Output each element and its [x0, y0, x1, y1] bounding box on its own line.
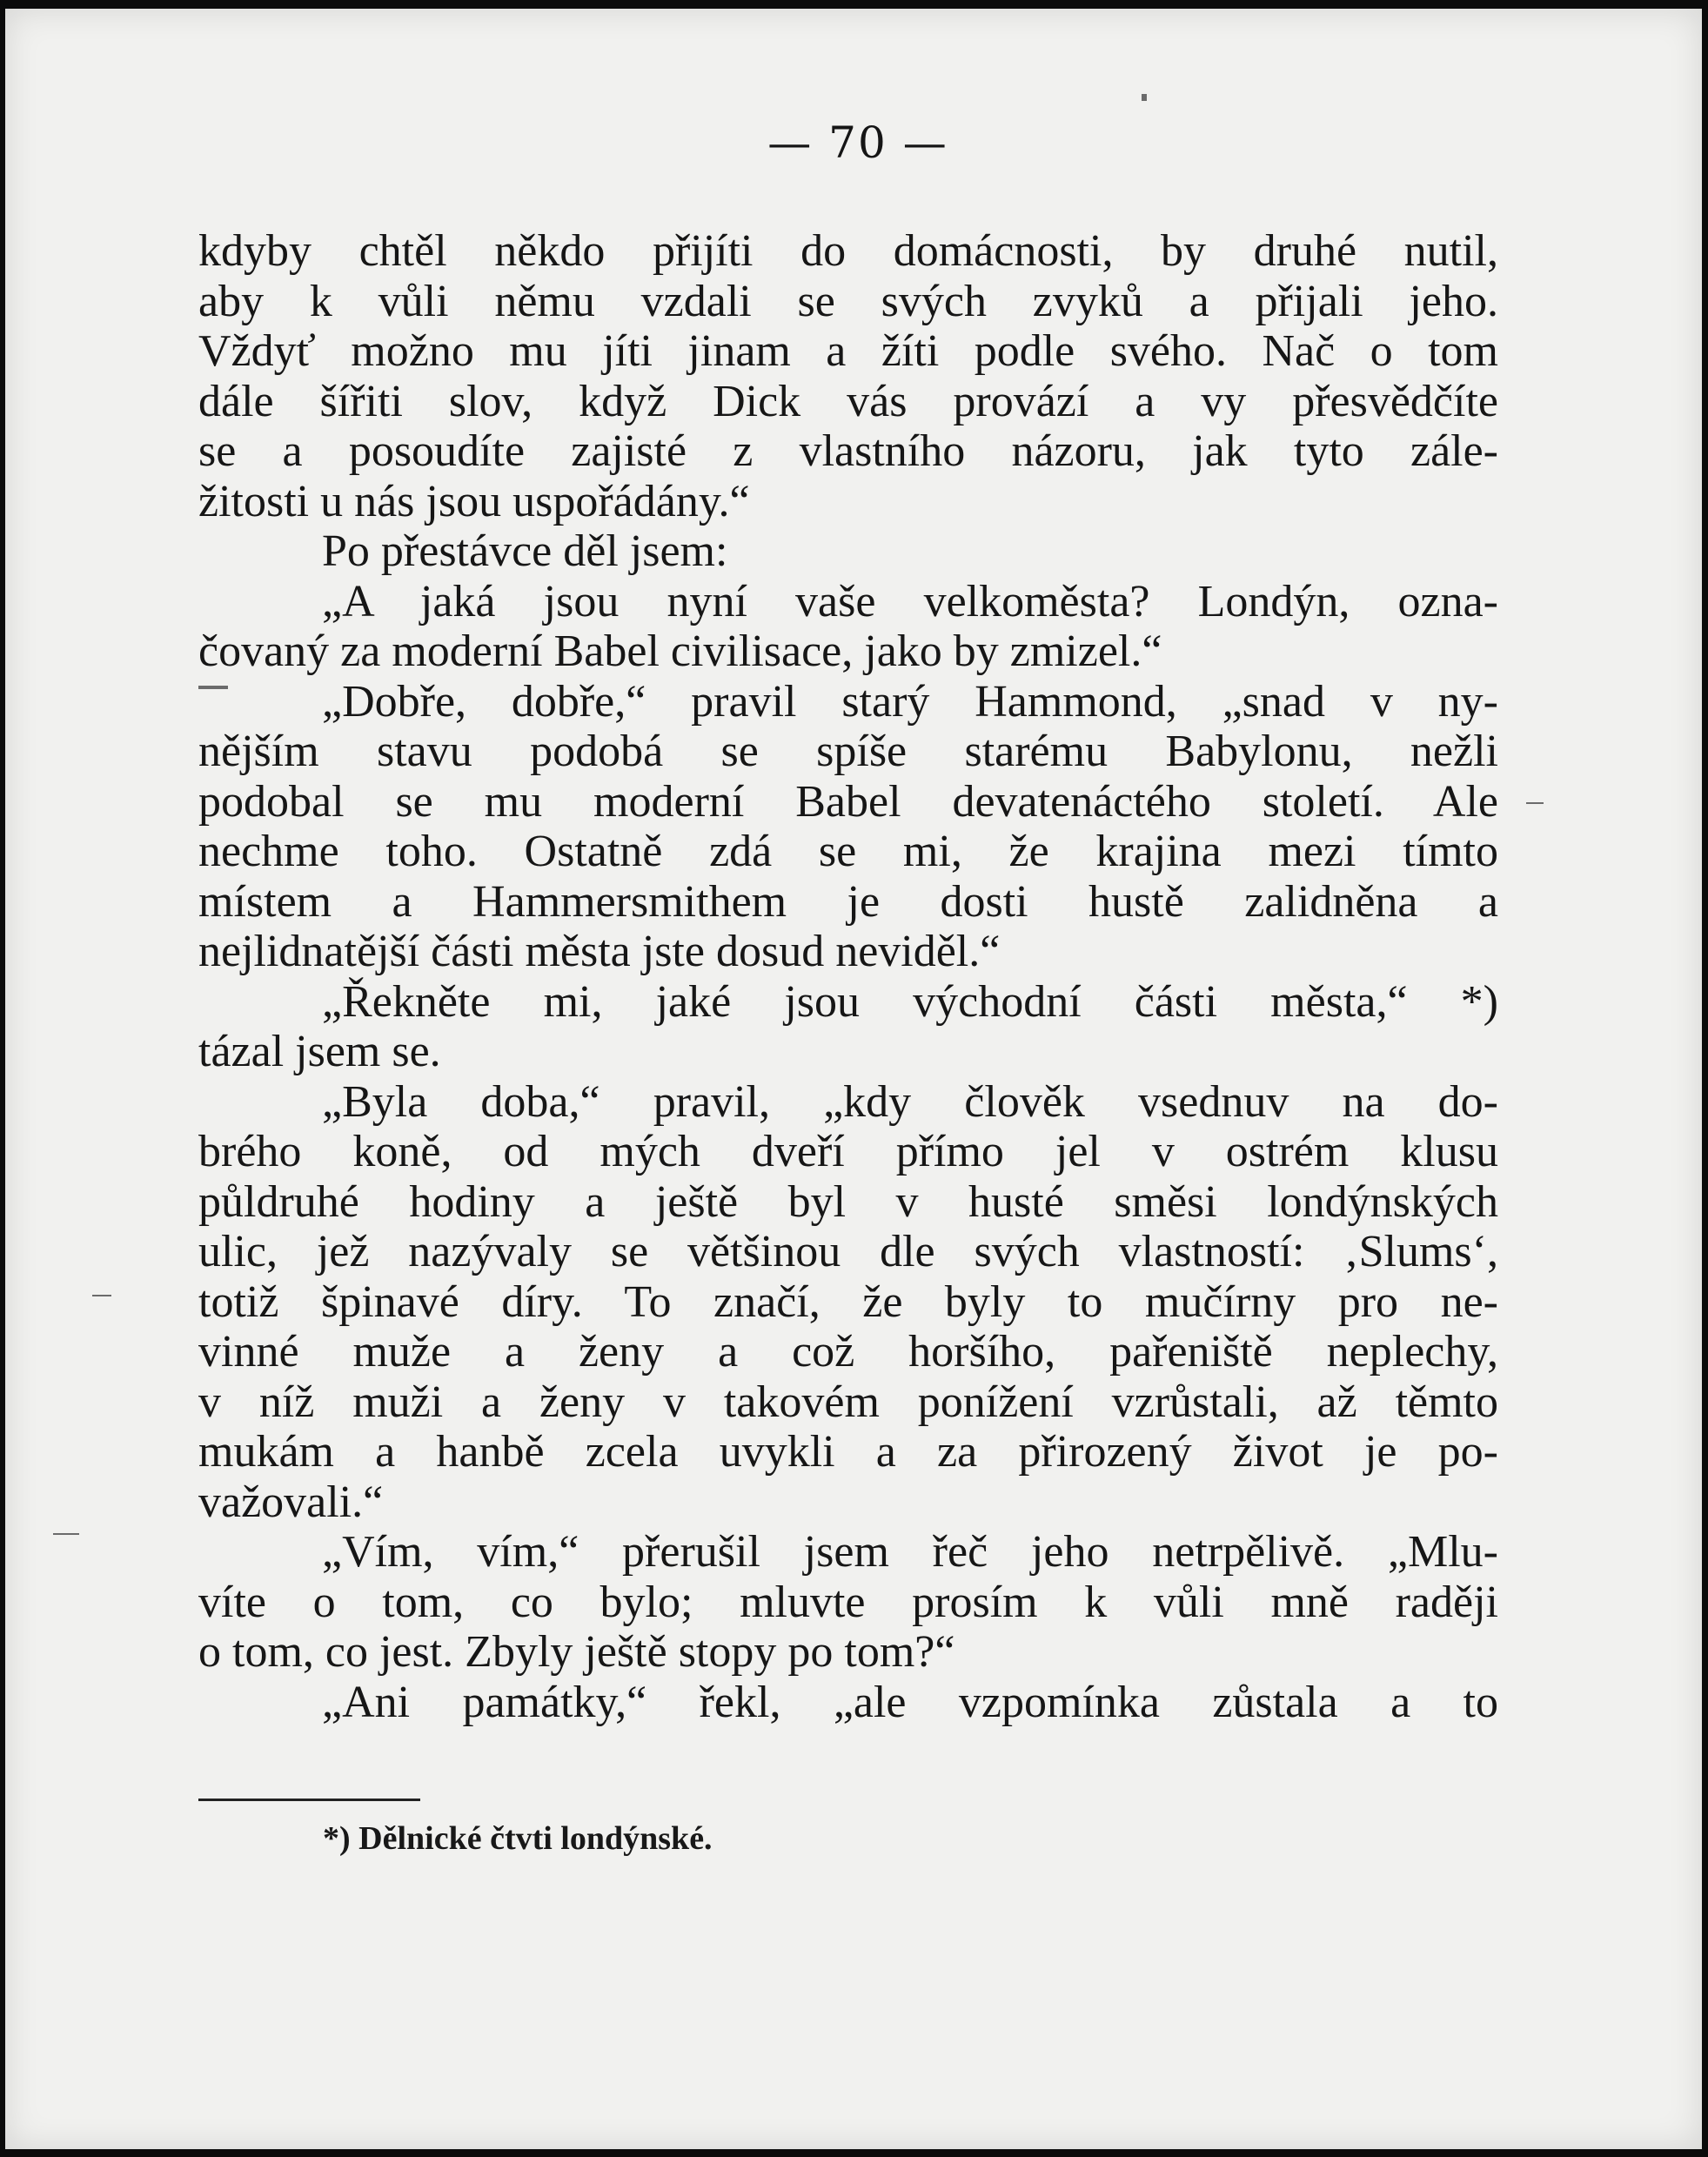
text-line: místem a Hammersmithem je dosti hustě zalidněna a [198, 876, 1498, 927]
text-line: „Byla doba,“ pravil, „kdy člověk vsednuv na do- [322, 1076, 1498, 1127]
text-line: v níž muži a ženy v takovém ponížení vzrůstali, až těmto [198, 1377, 1498, 1427]
text-line: Vždyť možno mu jíti jinam a žíti podle svého. Nač o tom [198, 326, 1498, 376]
text-line: žitosti u nás jsou uspořádány.“ [198, 476, 750, 526]
footnote-divider [198, 1799, 420, 1801]
body-text [198, 226, 1498, 1727]
text-line: „Ani památky,“ řekl, „ale vzpomínka zůstala a to [322, 1677, 1498, 1727]
print-speck [92, 1295, 111, 1296]
page-number: — 70 — [767, 117, 948, 168]
text-line: totiž špinavé díry. To značí, že byly to mučírny pro ne- [198, 1276, 1498, 1327]
print-speck [1526, 802, 1544, 804]
text-line: Po přestávce děl jsem: [322, 526, 728, 576]
text-line: „A jaká jsou nyní vaše velkoměsta? Londýn, ozna- [322, 576, 1498, 626]
text-line: víte o tom, co bylo; mluvte prosím k vůli mně raději [198, 1577, 1498, 1627]
text-line: ulic, jež nazývaly se většinou dle svých vlastností: ‚Slums‘, [198, 1227, 1498, 1276]
text-line: brého koně, od mých dveří přímo jel v ostrém klusu [198, 1127, 1498, 1176]
text-line: čovaný za moderní Babel civilisace, jako by zmizel.“ [198, 626, 1162, 676]
book-page [5, 9, 1702, 2149]
text-line: važovali.“ [198, 1477, 384, 1527]
text-line: nejlidnatější části města jste dosud neviděl.“ [198, 927, 1001, 976]
text-line: aby k vůli němu vzdali se svých zvyků a přijali jeho. [198, 276, 1498, 326]
print-speck [53, 1533, 79, 1535]
text-line: kdyby chtěl někdo přijíti do domácnosti, by druhé nutil, [198, 226, 1498, 276]
text-line: dále šířiti slov, když Dick vás provází a vy přesvědčíte [198, 376, 1498, 426]
text-line: nechme toho. Ostatně zdá se mi, že krajina mezi tímto [198, 827, 1498, 876]
text-line: „Dobře, dobře,“ pravil starý Hammond, „snad v ny- [322, 676, 1498, 727]
text-line: tázal jsem se. [198, 1027, 441, 1076]
text-line: „Vím, vím,“ přerušil jsem řeč jeho netrpělivě. „Mlu- [322, 1527, 1498, 1577]
text-line: o tom, co jest. Zbyly ještě stopy po tom?“ [198, 1627, 955, 1677]
footnote: *) Dělnické čtvti londýnské. [323, 1820, 713, 1857]
text-line: podobal se mu moderní Babel devatenáctého století. Ale [198, 776, 1498, 827]
print-speck [198, 686, 228, 689]
text-line: „Řekněte mi, jaké jsou východní části města,“ *) [322, 976, 1498, 1027]
text-line: vinné muže a ženy a což horšího, pařeniště neplechy, [198, 1327, 1498, 1377]
text-line: se a posoudíte zajisté z vlastního názoru, jak tyto zále- [198, 426, 1498, 476]
text-line: nějším stavu podobá se spíše starému Babylonu, nežli [198, 727, 1498, 776]
text-line: mukám a hanbě zcela uvykli a za přirozený život je po- [198, 1427, 1498, 1477]
print-speck [1142, 94, 1147, 101]
text-line: půldruhé hodiny a ještě byl v husté směsi londýnských [198, 1176, 1498, 1227]
